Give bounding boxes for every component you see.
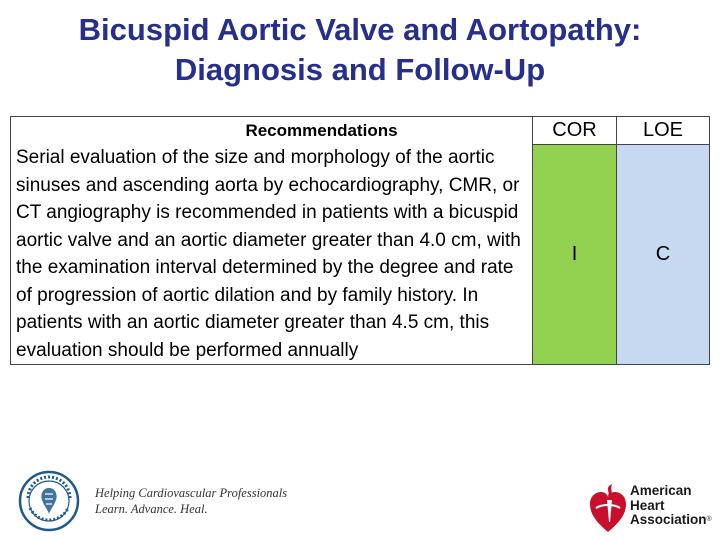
heart-torch-icon (588, 478, 628, 534)
slide-title (0, 10, 720, 90)
cor-value: I (533, 144, 617, 365)
table-row (11, 144, 710, 365)
table-header-row (11, 117, 710, 145)
recommendation-table (10, 116, 710, 365)
aha-line-1: American (630, 483, 692, 498)
header-recommendations: Recommendations (11, 117, 533, 145)
loe-value: C (617, 144, 710, 365)
recommendation-text: Serial evaluation of the size and morphology of the aortic sinuses and ascending aorta by echocardiography, CMR, or CT angiography is recommended in patients with a bicuspid aortic valve and an aortic diameter greater than 4.0 cm, with the examination interval determined by the degree and rate of progression of aortic dilation and by family history. In patients with an aortic diameter greater than 4.5 cm, this evaluation should be performed annually (11, 144, 533, 365)
aha-line-3-text: Association (630, 512, 707, 527)
aha-wordmark (630, 484, 712, 528)
aha-line-2: Heart (630, 497, 665, 513)
aha-trademark: ® (706, 516, 712, 523)
acc-tagline-line-1: Helping Cardiovascular Professionals (95, 486, 288, 500)
acc-tagline-line-2: Learn. Advance. Heal. (95, 502, 208, 516)
header-loe: LOE (617, 117, 710, 145)
aha-line-3 (630, 513, 712, 528)
slide-title-line-2: Diagnosis and Follow-Up (174, 52, 546, 87)
header-cor: COR (533, 117, 617, 145)
acc-tagline (95, 485, 287, 517)
slide-title-line-1: Bicuspid Aortic Valve and Aortopathy: (78, 12, 642, 47)
acc-seal-logo-icon (18, 470, 80, 532)
